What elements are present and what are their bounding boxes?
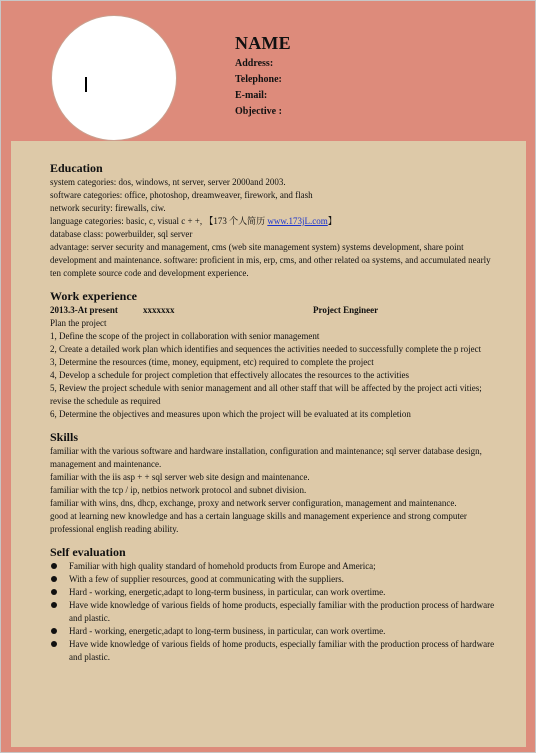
bullet-icon [51, 628, 57, 634]
resume-body [50, 161, 500, 673]
list-item-text: Have wide knowledge of various fields of home products, especially familiar with the production process of hardware and plastic. [69, 639, 495, 662]
job-date: 2013.3-At present [50, 305, 118, 315]
education-title: Education [50, 161, 103, 175]
telephone-label: Telephone: [235, 74, 282, 85]
skill-item: familiar with the various software and hardware installation, configuration and maintenance; sql server database design, management and maintenance. [50, 446, 482, 469]
work-section [50, 289, 500, 421]
education-language-close: 】 [327, 216, 337, 226]
resume-header [11, 11, 526, 141]
self-evaluation-title: Self evaluation [50, 545, 126, 559]
skill-item: familiar with wins, dns, dhcp, exchange, proxy and network server configuration, management and maintenance. [50, 498, 457, 508]
work-item: 5, Review the project schedule with senior management and all other staff that will be affected by the project acti vities; revise the schedule as required [50, 383, 482, 406]
list-item [50, 599, 500, 625]
job-position: Project Engineer [313, 305, 379, 315]
skill-item: familiar with the tcp / ip, netbios network protocol and subnet division. [50, 485, 307, 495]
list-item [50, 625, 500, 638]
bullet-icon [51, 602, 57, 608]
skill-item: familiar with the iis asp + + sql server web site design and maintenance. [50, 472, 310, 482]
objective-label: Objective : [235, 106, 282, 117]
resume-sheet [11, 11, 526, 747]
text-cursor [85, 77, 87, 92]
bullet-icon [51, 641, 57, 647]
work-item: 1, Define the scope of the project in collaboration with senior management [50, 331, 320, 341]
list-item-text: Hard - working, energetic,adapt to long-term business, in particular, can work overtime. [69, 626, 386, 636]
list-item [50, 586, 500, 599]
list-item-text: Have wide knowledge of various fields of home products, especially familiar with the production process of hardware and plastic. [69, 600, 495, 623]
bullet-icon [51, 576, 57, 582]
list-item [50, 560, 500, 573]
photo-placeholder[interactable] [51, 15, 177, 141]
work-plan: Plan the project [50, 318, 107, 328]
list-item [50, 638, 500, 664]
education-language [50, 215, 500, 228]
work-title: Work experience [50, 289, 137, 303]
skill-item: good at learning new knowledge and has a certain language skills and management experience and strong computer professional english reading ability. [50, 511, 467, 534]
work-item: 3, Determine the resources (time, money, equipment, etc) required to complete the project [50, 357, 374, 367]
job-row [50, 304, 500, 317]
education-network: network security: firewalls, ciw. [50, 203, 166, 213]
education-system: system categories: dos, windows, nt server, server 2000and 2003. [50, 177, 286, 187]
self-evaluation-section [50, 545, 500, 664]
education-section [50, 161, 500, 280]
work-item: 6, Determine the objectives and measures upon which the project will be evaluated at its completion [50, 409, 411, 419]
list-item-text: Familiar with high quality standard of homehold products from Europe and America; [69, 561, 376, 571]
education-advantage: advantage: server security and management, cms (web site management system) systems development, share point development and maintenance. software: proficient in mis, erp, cms, and other related oa systems, and accumulated nearly ten complete source code and development experience. [50, 242, 491, 278]
address-label: Address: [235, 58, 274, 69]
list-item-text: Hard - working, energetic,adapt to long-term business, in particular, can work overtime. [69, 587, 386, 597]
work-item: 2, Create a detailed work plan which identifies and sequences the activities needed to successfully complete the p roject [50, 344, 482, 354]
website-link[interactable]: www.173jL.com [267, 216, 328, 226]
education-software: software categories: office, photoshop, dreamweaver, firework, and flash [50, 190, 313, 200]
self-evaluation-list [50, 560, 500, 664]
education-language-text: language categories: basic, c, visual c + +, 【173 个人简历 [50, 216, 268, 226]
email-label: E-mail: [235, 90, 268, 101]
list-item [50, 573, 500, 586]
skills-title: Skills [50, 430, 79, 444]
list-item-text: With a few of supplier resources, good at communicating with the suppliers. [69, 574, 344, 584]
bullet-icon [51, 589, 57, 595]
education-database: database class: powerbuilder, sql server [50, 229, 193, 239]
skills-section [50, 430, 500, 536]
bullet-icon [51, 563, 57, 569]
job-company: xxxxxxx [143, 305, 175, 315]
name-heading: NAME [235, 33, 291, 53]
work-item: 4, Develop a schedule for project completion that effectively allocates the resources to the activities [50, 370, 409, 380]
